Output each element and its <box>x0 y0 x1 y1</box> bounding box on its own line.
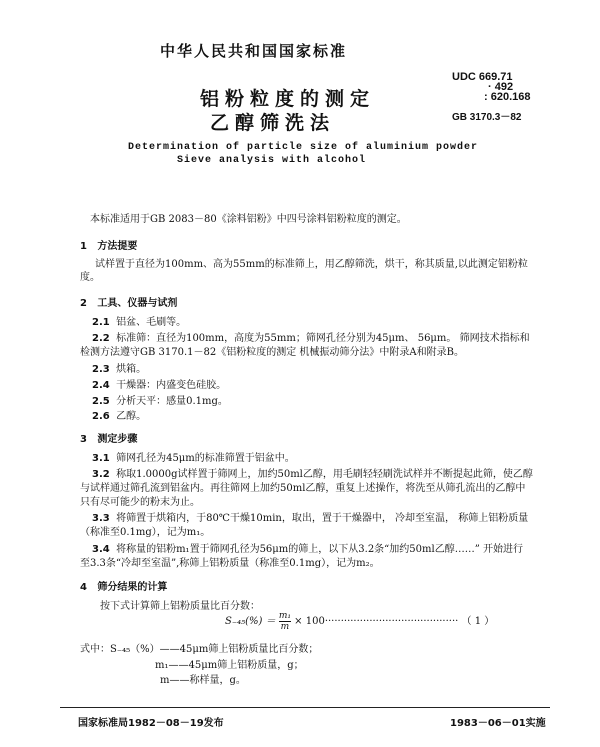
section-1-title: 方法提要 <box>97 241 138 252</box>
item-2-5 <box>92 392 228 407</box>
section-3-heading <box>80 430 137 445</box>
item-3-3-text-2: （称准至0.1mg），记为m₁。 <box>80 527 211 538</box>
item-2-6-text: 乙醇。 <box>116 411 147 422</box>
section-2-heading <box>80 294 177 309</box>
item-3-3-number: 3.3 <box>92 513 110 524</box>
item-2-1-text: 铝盆、毛刷等。 <box>116 317 187 328</box>
section-4-number: 4 <box>80 582 87 593</box>
udc-line-1: UDC 669.71 <box>452 71 513 83</box>
standard-org: 中华人民共和国国家标准 <box>160 42 348 60</box>
section-2-title: 工具、仪器与试剂 <box>97 298 178 309</box>
item-3-3 <box>92 509 528 524</box>
item-2-2-text-1: 标准筛：直径为100mm，高度为55mm；筛网孔径分别为45μm、 56μm。 筛网技术指标和 <box>116 333 530 344</box>
item-3-1-text: 筛网孔径为45μm的标准筛置于铝盆中。 <box>116 453 295 464</box>
section-3-number: 3 <box>80 434 87 445</box>
item-3-1-number: 3.1 <box>92 453 110 464</box>
item-3-2-text-2: 与试样通过筛孔流到铝盆内。再往筛网上加约50ml乙醇，重复上述操作，将洗至从筛孔流出的乙醇中 <box>80 483 526 494</box>
item-2-4-number: 2.4 <box>92 380 110 391</box>
gb-number: GB 3170.3－82 <box>452 112 522 123</box>
section-1-text-2: 度。 <box>80 272 100 283</box>
section-1-heading <box>80 237 137 252</box>
item-2-2-number: 2.2 <box>92 333 110 344</box>
formula-fraction <box>279 611 291 632</box>
item-3-4 <box>92 540 523 555</box>
page-title: 铝粉粒度的测定 <box>200 88 376 110</box>
item-2-5-text: 分析天平：感量0.1mg。 <box>116 396 228 407</box>
item-3-2-number: 3.2 <box>92 469 110 480</box>
effective-date: 1983－06－01实施 <box>450 718 546 729</box>
item-2-6-number: 2.6 <box>92 411 110 422</box>
section-4-title: 筛分结果的计算 <box>97 582 168 593</box>
item-3-4-text-1: 将称量的铝粉m₁置于筛网孔径为56μm的筛上，以下从3.2条“加约50ml乙醇……” 开始进行 <box>116 544 523 555</box>
section-1-number: 1 <box>80 241 87 252</box>
issue-date: 国家标准局1982－08－19发布 <box>78 718 224 729</box>
where-def-2: m₁——45μm筛上铝粉质量，g； <box>155 660 304 671</box>
page-subtitle: 乙醇筛洗法 <box>210 112 336 134</box>
item-3-2-text-3: 只有尽可能少的粉末为止。 <box>80 497 200 508</box>
item-2-3-number: 2.3 <box>92 364 110 375</box>
english-title-2: Sieve analysis with alcohol <box>177 155 367 166</box>
item-2-5-number: 2.5 <box>92 396 110 407</box>
udc-line-2: · 492 <box>488 81 514 93</box>
item-3-2 <box>92 465 533 480</box>
item-3-1 <box>92 449 295 464</box>
where-label: 式中： <box>80 644 110 655</box>
section-2-number: 2 <box>80 298 87 309</box>
item-2-6 <box>92 407 146 422</box>
item-2-3 <box>92 360 146 375</box>
item-2-2 <box>92 329 530 344</box>
where-def-1: S₋₄₅（%）——45μm筛上铝粉质量比百分数； <box>110 644 319 655</box>
english-title-1: Determination of particle size of aluminium powder <box>128 142 479 153</box>
item-2-3-text: 烘箱。 <box>116 364 147 375</box>
formula <box>225 611 494 632</box>
formula-denominator: m <box>280 622 290 632</box>
item-3-3-text-1: 将筛置于烘箱内，于80℃干燥10min，取出，置于干燥器中， 冷却至室温， 称筛上铝粉质量 <box>116 513 529 524</box>
formula-number: （ 1 ） <box>461 616 495 627</box>
section-4-heading <box>80 578 167 593</box>
item-2-1 <box>92 313 186 328</box>
formula-numerator: m₁ <box>278 611 291 621</box>
intro-text: 本标准适用于GB 2083－80《涂料铝粉》中四号涂料铝粉粒度的测定。 <box>90 214 407 225</box>
where-line-1 <box>80 640 318 655</box>
formula-rhs: × 100·········································· <box>294 616 459 627</box>
item-2-1-number: 2.1 <box>92 317 110 328</box>
udc-classification <box>452 72 530 102</box>
where-def-3: m——称样量，g。 <box>160 675 246 686</box>
footer-rule <box>60 707 550 708</box>
item-3-4-number: 3.4 <box>92 544 110 555</box>
formula-lhs: S₋₄₅(%) ＝ <box>225 616 276 627</box>
section-1-text-1: 试样置于直径为100mm、高为55mm的标准筛上，用乙醇筛洗，烘干，称其质量,以此测定铝粉粒 <box>95 259 528 270</box>
item-3-4-text-2: 至3.3条“冷却至室温”,称筛上铝粉质量（称准至0.1mg），记为m₂。 <box>80 558 380 569</box>
item-2-4 <box>92 376 226 391</box>
item-2-2-text-2: 检测方法遵守GB 3170.1－82《铝粉粒度的测定 机械振动筛分法》中附录A和附录B。 <box>80 347 464 358</box>
section-3-title: 测定步骤 <box>97 434 138 445</box>
item-2-4-text: 干燥器：内盛变色硅胶。 <box>116 380 227 391</box>
udc-line-3: : 620.168 <box>484 91 531 103</box>
item-3-2-text-1: 称取1.0000g试样置于筛网上，加约50ml乙醇，用毛刷轻轻刷洗试样并不断提起此筛，使乙醇 <box>116 469 533 480</box>
calc-intro: 按下式计算筛上铝粉质量比百分数： <box>100 601 260 612</box>
